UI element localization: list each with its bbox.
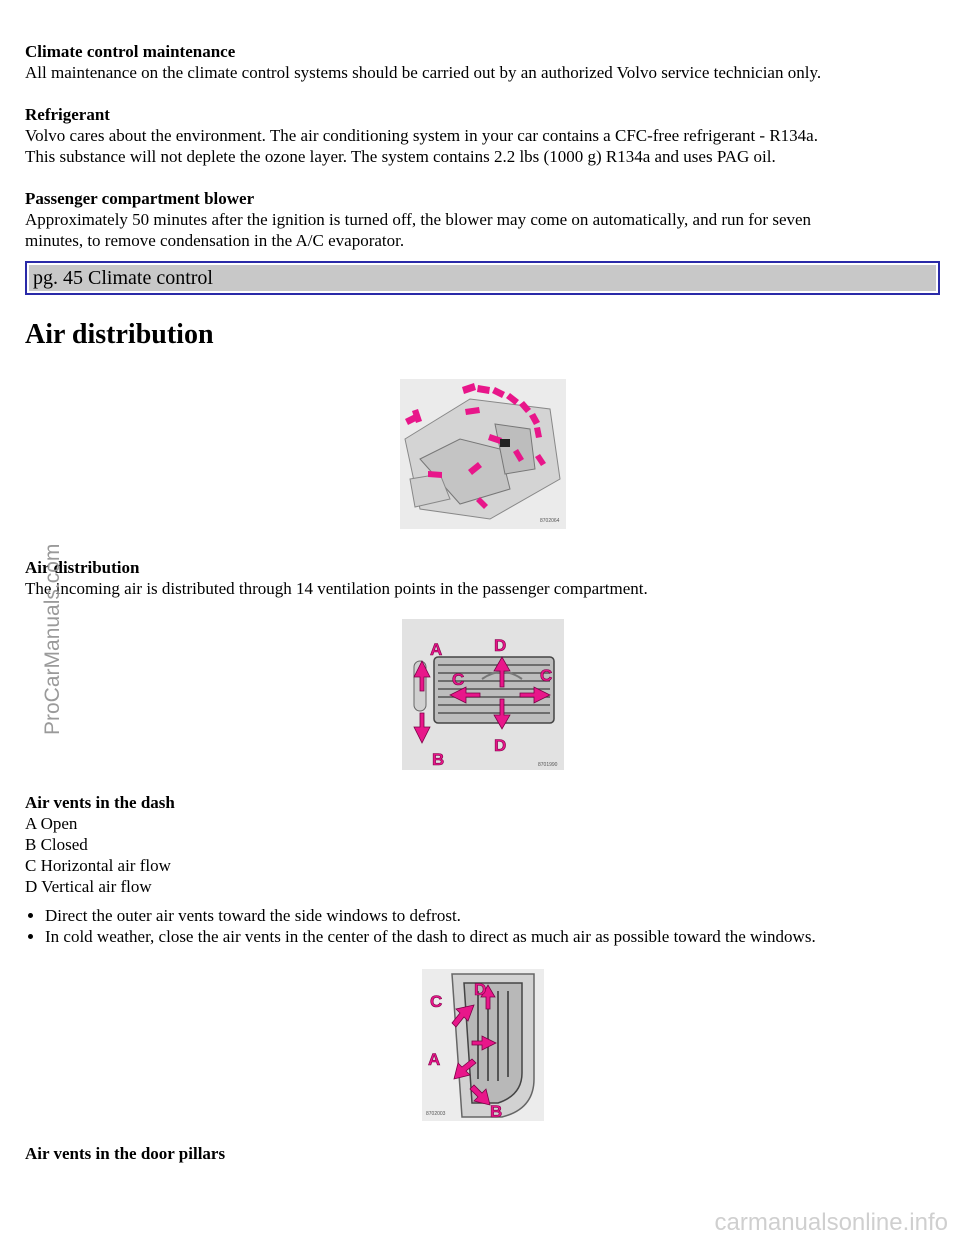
list-item: • Direct the outer air vents toward the side windows to defrost. — [45, 905, 940, 926]
svg-text:8701990: 8701990 — [537, 762, 557, 768]
dash-vent-item-c: C Horizontal air flow — [25, 856, 171, 875]
dash-vent-item-b: B Closed — [25, 835, 88, 854]
pillar-label-b: B — [489, 1102, 502, 1121]
main-title: Air distribution — [25, 319, 214, 350]
air-distribution-heading: Air distribution — [25, 558, 140, 577]
pillar-label-a: A — [427, 1050, 440, 1069]
dash-vent-figure — [402, 619, 564, 770]
refrigerant-line-1: Volvo cares about the environment. The air conditioning system in your car contains a CFC-free refrigerant - R134a. — [25, 126, 818, 145]
pillar-label-c: C — [429, 992, 442, 1011]
list-item: • In cold weather, close the air vents in the center of the dash to direct as much air as possible toward the windows. — [45, 926, 940, 947]
blower-line-1: Approximately 50 minutes after the ignition is turned off, the blower may come on automatically, and run for seven — [25, 210, 812, 229]
svg-text:8702003: 8702003 — [425, 1111, 445, 1117]
svg-text:8702064: 8702064 — [539, 518, 559, 524]
refrigerant-heading: Refrigerant — [25, 105, 110, 124]
pillar-vents-heading: Air vents in the door pillars — [25, 1144, 226, 1163]
dash-label-c-right: C — [539, 666, 552, 685]
footer-watermark: carmanualsonline.info — [714, 1209, 948, 1236]
dash-label-d-bottom: D — [493, 736, 506, 755]
blower-line-2: minutes, to remove condensation in the A/C evaporator. — [25, 231, 405, 250]
blower-heading: Passenger compartment blower — [25, 189, 255, 208]
pillar-vent-figure — [422, 969, 544, 1121]
refrigerant-line-2: This substance will not deplete the ozone layer. The system contains 2.2 lbs (1000 g) R134a and uses PAG oil. — [25, 147, 776, 166]
air-distribution-figure — [400, 379, 566, 529]
air-distribution-body: The incoming air is distributed through 14 ventilation points in the passenger compartment. — [25, 579, 648, 598]
dash-label-c-left: C — [451, 670, 464, 689]
maintenance-body: All maintenance on the climate control systems should be carried out by an authorized Volvo service technician only. — [25, 63, 822, 82]
dash-vents-heading: Air vents in the dash — [25, 793, 175, 812]
maintenance-heading: Climate control maintenance — [25, 42, 236, 61]
dash-label-a: A — [429, 640, 442, 659]
page-content — [25, 41, 940, 1164]
pillar-label-d: D — [473, 980, 486, 999]
dash-vent-item-d: D Vertical air flow — [25, 877, 152, 896]
dash-label-d-top: D — [493, 636, 506, 655]
dash-vent-item-a: A Open — [25, 814, 78, 833]
page-section-label: pg. 45 Climate control — [33, 267, 213, 289]
page-section-bar — [25, 261, 940, 295]
dash-label-b: B — [431, 750, 444, 769]
side-watermark: ProCarManuals.com — [41, 543, 64, 735]
tips-list — [25, 905, 940, 947]
